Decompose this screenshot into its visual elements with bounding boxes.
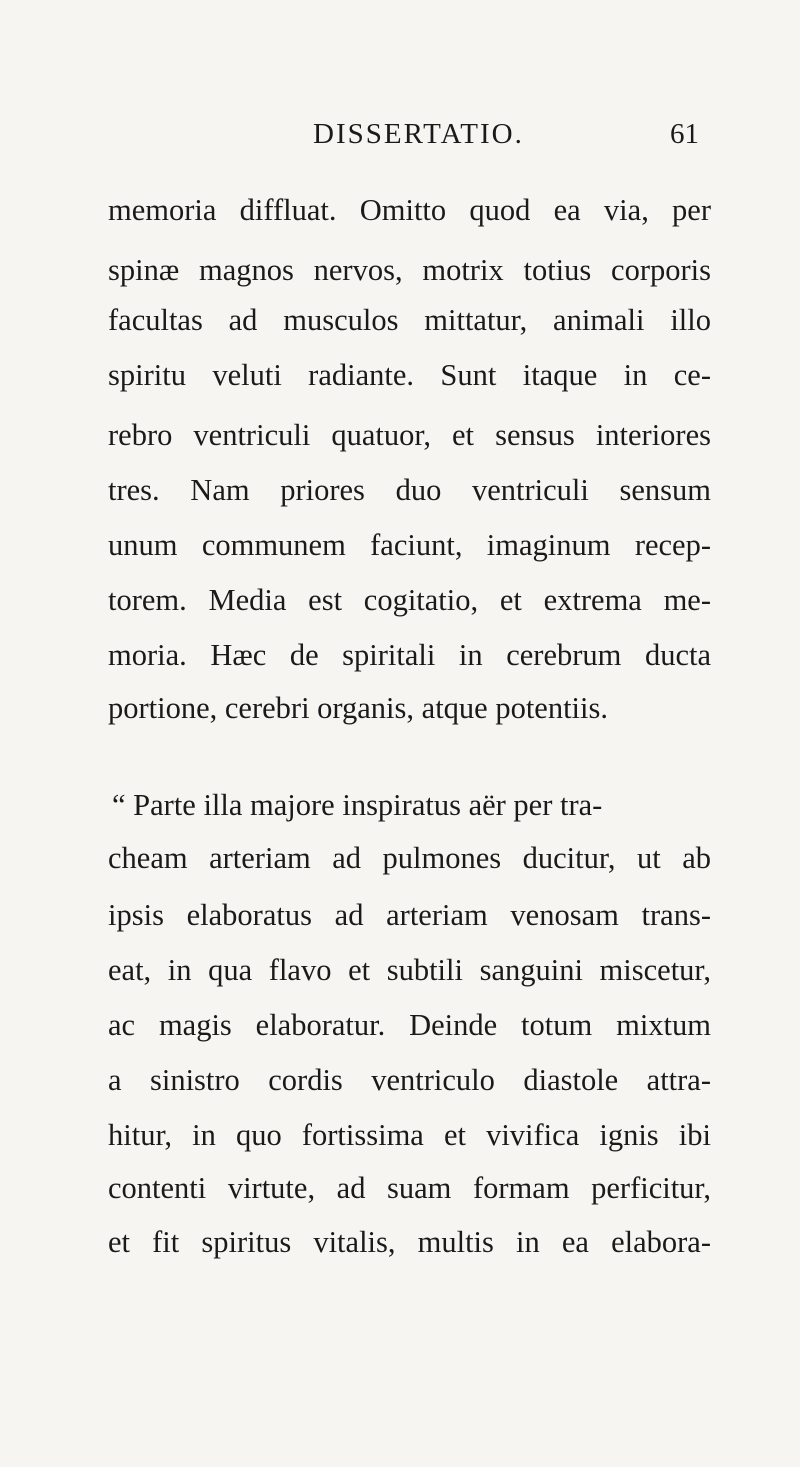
text-line: ipsis elaboratus ad arteriam venosam trans- — [108, 898, 711, 932]
text-line: contenti virtute, ad suam formam perficitur, — [108, 1171, 711, 1205]
text-line: a sinistro cordis ventriculo diastole attra- — [108, 1063, 711, 1097]
text-line: ac magis elaboratur. Deinde totum mixtum — [108, 1008, 711, 1042]
text-line: “ Parte illa majore inspiratus aër per tra- — [112, 788, 603, 822]
text-line: memoria diffluat. Omitto quod ea via, per — [108, 193, 711, 227]
text-line: torem. Media est cogitatio, et extrema me- — [108, 583, 711, 617]
text-line: et fit spiritus vitalis, multis in ea elabora- — [108, 1225, 711, 1259]
text-line: spinæ magnos nervos, motrix totius corporis — [108, 253, 711, 287]
text-line: moria. Hæc de spiritali in cerebrum ducta — [108, 638, 711, 672]
page-header — [0, 118, 800, 158]
text-line: portione, cerebri organis, atque potentiis. — [108, 691, 609, 725]
text-line: rebro ventriculi quatuor, et sensus interiores — [108, 418, 711, 452]
text-line: facultas ad musculos mittatur, animali illo — [108, 303, 711, 337]
text-line: hitur, in quo fortissima et vivifica ignis ibi — [108, 1118, 711, 1152]
text-line: eat, in qua flavo et subtili sanguini miscetur, — [108, 953, 711, 987]
text-line: tres. Nam priores duo ventriculi sensum — [108, 473, 711, 507]
page-number: 61 — [670, 118, 699, 150]
text-line: spiritu veluti radiante. Sunt itaque in ce- — [108, 358, 711, 392]
running-head: DISSERTATIO. — [313, 118, 524, 150]
text-line: cheam arteriam ad pulmones ducitur, ut ab — [108, 841, 711, 875]
text-line: unum communem faciunt, imaginum recep- — [108, 528, 711, 562]
